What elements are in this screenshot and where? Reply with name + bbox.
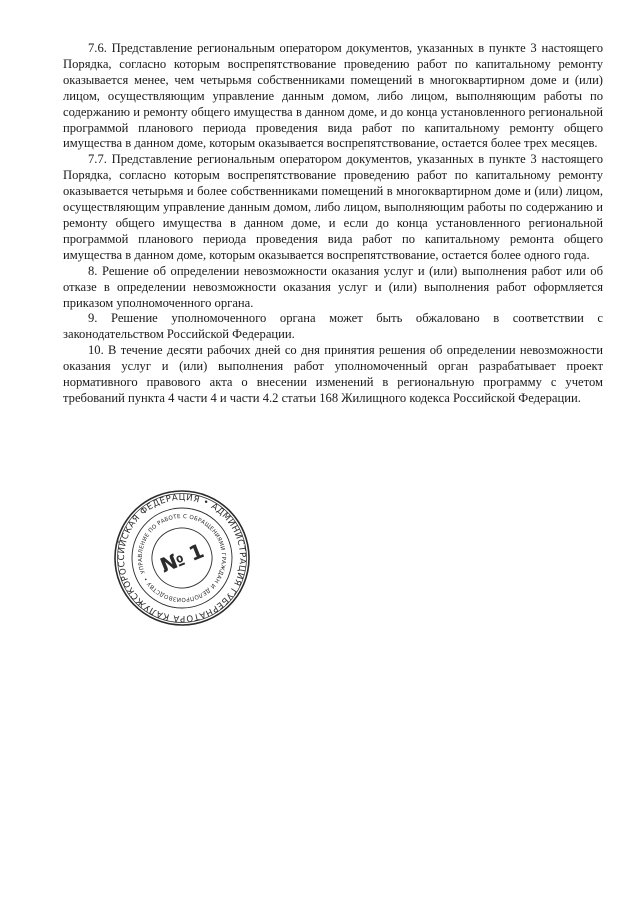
seal-outer-text: РОССИЙСКАЯ ФЕДЕРАЦИЯ • АДМИНИСТРАЦИЯ ГУБЕРНАТОРА КАЛУЖСКОЙ bbox=[116, 492, 248, 624]
paragraph-10: 10. В течение десяти рабочих дней со дня принятия решения об определении невозможности оказания услуг и (или) выполнения работ уполномоченный орган разрабатывает проект нормативного правового акта о внесении изменений в региональную программу с учетом требований пункта 4 части 4 и части 4.2 статьи 168 Жилищного кодекса Российской Федерации. bbox=[63, 343, 603, 405]
seal-inner-text: УПРАВЛЕНИЕ ПО РАБОТЕ С ОБРАЩЕНИЯМИ ГРАЖДАН И ДЕЛОПРОИЗВОДСТВУ • bbox=[137, 513, 227, 603]
paragraph-7-6: 7.6. Представление региональным оператором документов, указанных в пункте 3 настоящего Порядка, согласно которым воспрепятствование проведению работ по капитальному ремонту оказывается менее, чем четырьмя собственниками помещений в многоквартирном доме и (или) лицом, осуществляющим управление данным домом, либо лицом, выполняющим работы по содержанию и ремонту общего имущества в данном доме, и до конца установленного региональной программой планового периода проведения вида работ по капитальному ремонту общего имущества в данном доме, которым оказывается воспрепятствование, остается более трех месяцев. bbox=[63, 41, 603, 151]
paragraph-8: 8. Решение об определении невозможности оказания услуг и (или) выполнения работ или об отказе в определении невозможности оказания услуг и (или) выполнения работ оформляется приказом уполномоченного органа. bbox=[63, 263, 603, 310]
paragraph-9: 9. Решение уполномоченного органа может быть обжаловано в соответствии с законодательством Российской Федерации. bbox=[63, 311, 603, 342]
seal-center-number: № 1 bbox=[156, 538, 208, 578]
seal-graphic bbox=[112, 488, 252, 628]
document-body bbox=[63, 41, 603, 407]
paragraph-7-7: 7.7. Представление региональным оператором документов, указанных в пункте 3 настоящего Порядка, согласно которым воспрепятствование проведению работ по капитальному ремонту оказывается четырьмя и более собственниками помещений в многоквартирном доме и (или) лицом, осуществляющим управление данным домом, либо лицом, выполняющим работы по содержанию и ремонту общего имущества в данном доме, и если до конца установленного региональной программой планового периода проведения вида работ по капитальному ремонта общего имущества в данном доме, которым оказывается воспрепятствование, остается более одного года. bbox=[63, 152, 603, 262]
official-seal-stamp bbox=[112, 488, 252, 628]
